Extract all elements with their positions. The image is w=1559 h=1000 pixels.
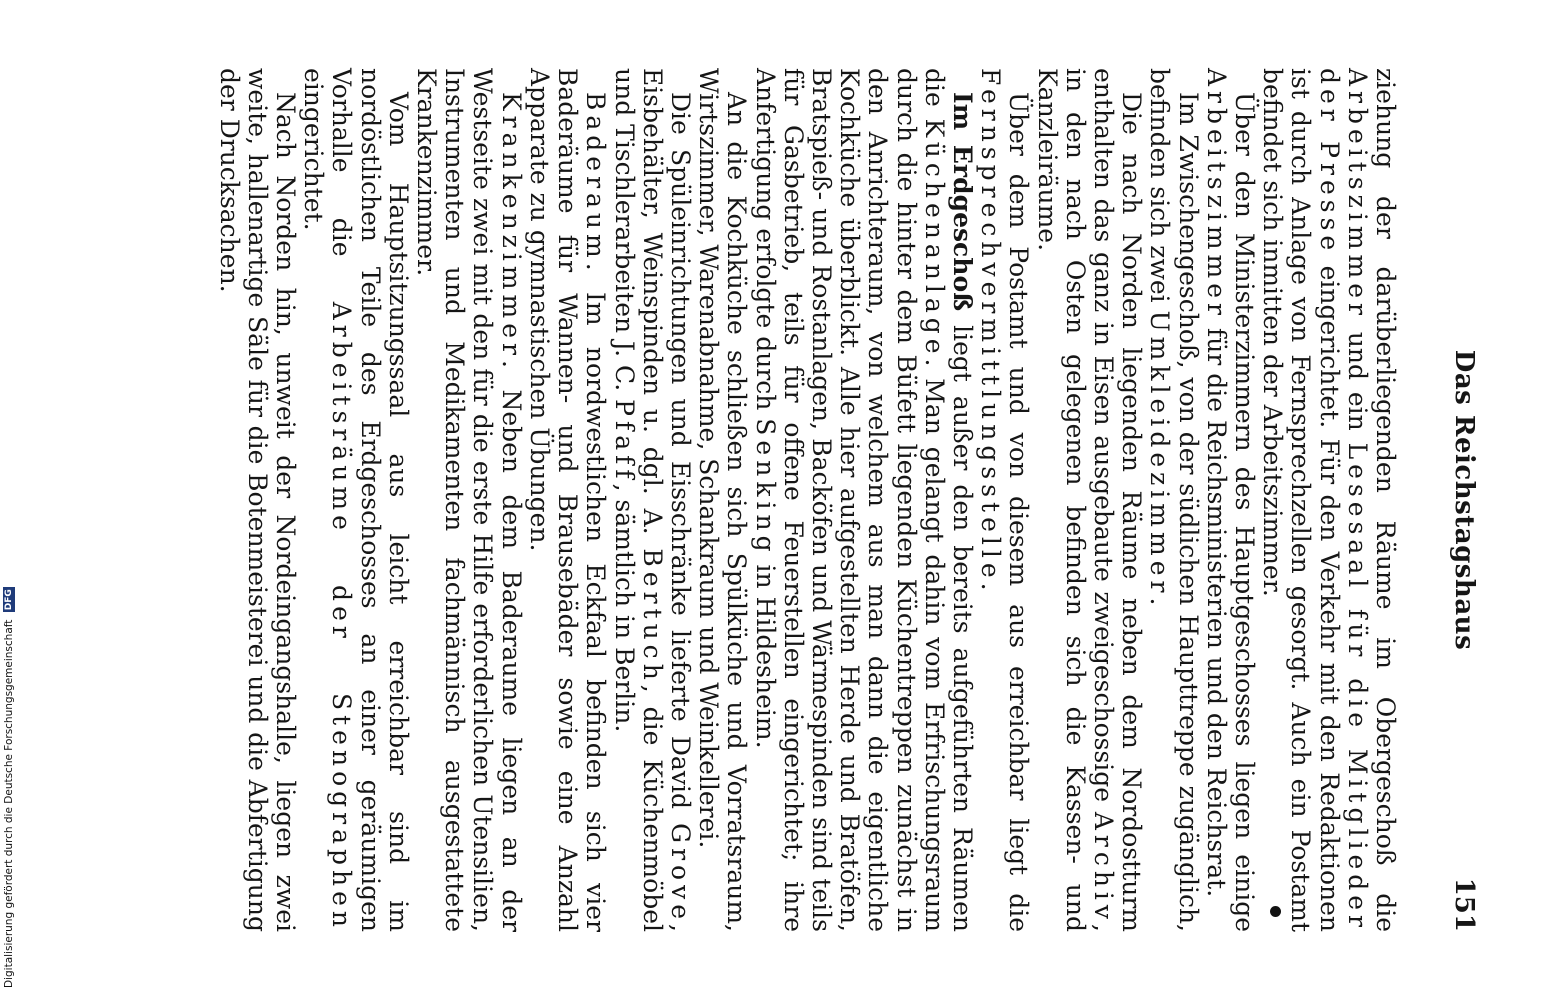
page-header [1439,68,1479,932]
spaced-emphasis-text: Lesesaal für die Mitglieder der Presse [1314,68,1372,932]
paragraph [1258,68,1399,932]
text-run: , die Küchenmöbel und Tischlerarbeiten J. C. [609,68,667,932]
spaced-emphasis-text: Senking [750,418,780,557]
paragraph [1145,68,1201,932]
spaced-emphasis-text: Archiv [1088,811,1118,925]
paragraph [609,68,694,932]
paragraph [1032,68,1145,932]
book-page [84,68,1479,932]
paragraph [1202,68,1258,932]
text-run: eingerichtet. Für den Verkehr mit den Redaktionen ist durch Anlage von Fernsprechzellen gesorgt. Auch ein Postamt befindet sich inmitten der Arbeitszimmer. [1258,68,1344,932]
text-run: Vom Hauptsitzungssaal aus leicht erreichbar sind im nordöstlichen Teile des Erdgeschosses an einer geräumigen Vorhalle die [327,68,413,932]
paragraph [525,68,610,932]
spaced-emphasis-text: Krankenzimmer [496,92,526,361]
text-run: An die Kochküche schließen sich Spülküche und Vorratsraum, Wirtszimmer, Warenabnahme, Schankraum und Weinkellerei. [694,68,752,932]
spaced-emphasis-text: Bertuch [637,548,667,685]
credit-text: Digitalisierung gefördert durch die Deutsche Forschungsgemeinschaft [3,619,15,988]
paragraph [412,68,525,932]
text-run: . Neben dem Baderaume liegen an der Westseite zwei mit den für die erste Hilfe erforderlichen Utensilien, Instrumenten und Medikamenten fachmännisch ausgestattete Krankenzimmer. [412,68,526,932]
text-run: liegt außer den bereits aufgeführten Räumen die [919,68,977,932]
text-run: Im Zwischengeschoß, von der südlichen Haupttreppe zugänglich, befinden sich zwei [1145,68,1203,932]
spaced-emphasis-text: Umkleidezimmer [1145,310,1175,598]
text-run: in Hildesheim. [750,556,780,749]
spaced-emphasis-text: Baderaum [581,92,611,263]
text-run: . Man gelangt dahin vom Erfrischungsraum durch die hinter dem Büfett liegenden Küchentreppen zunächst in den Anrichteraum, von welchem aus man dann die eigentliche Kochküche überblickt. Alle hier aufgestellten Herde und Bratöfen, Bratspieß- und Rostanlagen, Backöfen und Wärmespinden sind teils für Gasbetrieb, teils für offene Feuerstellen eingerichtet; ihre Anfertigung erfolgte durch [750,68,949,932]
paragraph [750,68,976,932]
text-run: . [976,582,1006,591]
text-run: Die nach Norden liegenden Räume neben dem Nordostturm enthalten das ganz in Eisen ausgebaute zweigeschossige [1088,68,1147,932]
spaced-emphasis-text: Arbeitszimmer [1201,68,1231,320]
paragraph [976,68,1032,932]
spaced-emphasis-text: Pfaff [609,399,639,484]
text-run: . [1145,597,1175,606]
text-run: , sämtlich in Berlin. [609,483,639,733]
paragraph [299,68,412,932]
text-run: Über dem Postamt und von diesem aus erreichbar liegt die [1004,92,1034,932]
spaced-emphasis-text: Küchenanlage [919,118,949,359]
text-run: für die Reichsministerien und den Reichsrat. [1201,320,1231,898]
spaced-emphasis-text: Fernsprechvermittlungsstelle [976,68,1006,583]
running-title: Das Reichstagshaus [1449,349,1479,651]
page-number: 151 [1449,877,1479,932]
paragraph [214,68,299,932]
text-run: Über den Ministerzimmern des Hauptgeschosses liegen einige [1229,92,1259,932]
ink-dot [1270,906,1281,917]
spaced-emphasis-text: Grove [665,823,695,925]
digitization-credit [2,0,16,988]
spaced-emphasis-text: Arbeitsräume der Stenographen [327,301,357,932]
text-run: Die Spüleinrichtungen und Eisschränke lieferte David [665,92,695,824]
text-run: eingerichtet. [299,68,329,231]
bold-emphasis-text: Im Erdgeschoß [947,92,977,312]
paragraph [694,68,750,932]
dfg-logo: DFG [4,589,14,611]
text-run: Nach Norden hin, unweit der Nordeingangshalle, liegen zwei weite, hallenartige Säle für die Botenmeisterei und die Abfertigung der Drucksachen. [214,68,301,932]
text-run: und ein [1342,320,1372,443]
text-run: , Eisbehälter, Weinspinden u. dgl. A. [637,68,695,932]
text-run: ziehung der darüberliegenden Räume im Obergeschoß die [1371,68,1400,932]
body-text [214,68,1399,932]
text-run: . Im nordwestlichen Eckfaal befinden sich vier Baderäume für Wannen- und Brausebäder sowie eine Anzahl Apparate zu gymnastischen Übungen. [524,68,611,932]
text-run: , in den nach Osten gelegenen befinden sich die Kassen- und Kanzleiräume. [1032,68,1118,932]
spaced-emphasis-text: Arbeitszimmer [1342,68,1372,320]
